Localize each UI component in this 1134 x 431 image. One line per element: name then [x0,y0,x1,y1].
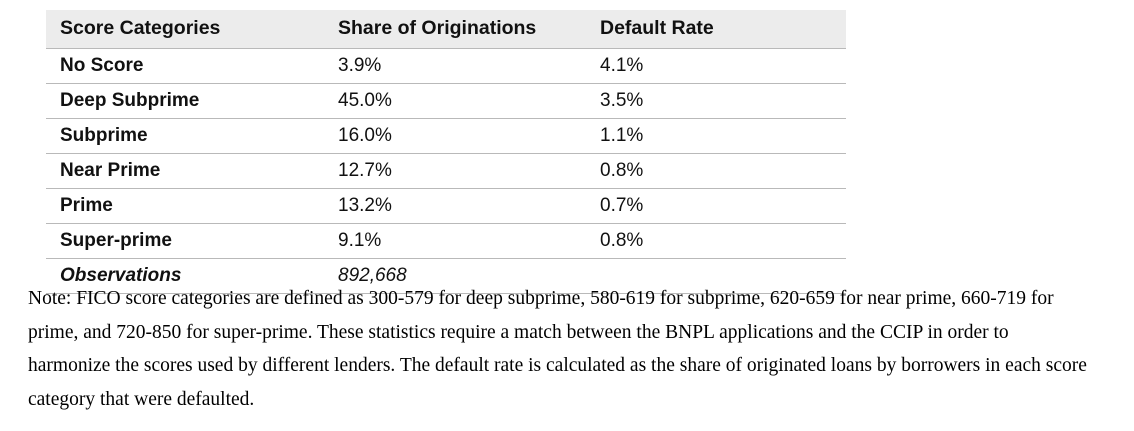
table-row [46,189,846,224]
cell-default-rate: 0.8% [586,224,846,259]
cell-default-rate: 1.1% [586,119,846,154]
cell-category: Super-prime [46,224,324,259]
cell-category: Deep Subprime [46,84,324,119]
cell-share: 45.0% [324,84,586,119]
table-row [46,119,846,154]
statistics-table-container [46,10,846,294]
column-header-share-of-originations: Share of Originations [324,10,586,49]
table-body [46,49,846,294]
table-note: Note: FICO score categories are defined as 300-579 for deep subprime, 580-619 for subprime, 620-659 for near prime, 660-719 for prime, and 720-850 for super-prime. These statistics require a match between the BNPL applications and the CCIP in order to harmonize the scores used by different lenders. The default rate is calculated as the share of originated loans by borrowers in each score category that were defaulted. [28,288,1087,410]
cell-category: Subprime [46,119,324,154]
table-header-row [46,10,846,49]
cell-category: Prime [46,189,324,224]
cell-share: 3.9% [324,49,586,84]
cell-category: No Score [46,49,324,84]
cell-share: 13.2% [324,189,586,224]
cell-default-rate: 0.8% [586,154,846,189]
table-row [46,154,846,189]
table-header [46,10,846,49]
table-row [46,224,846,259]
column-header-score-categories: Score Categories [46,10,324,49]
statistics-table [46,10,846,294]
table-row [46,84,846,119]
cell-share: 9.1% [324,224,586,259]
column-header-default-rate: Default Rate [586,10,846,49]
cell-default-rate: 3.5% [586,84,846,119]
table-row [46,49,846,84]
cell-observations-value: 892,668 [324,259,586,294]
cell-observations-label: Observations [46,259,324,294]
cell-share: 16.0% [324,119,586,154]
cell-share: 12.7% [324,154,586,189]
cell-default-rate: 4.1% [586,49,846,84]
cell-category: Near Prime [46,154,324,189]
cell-default-rate: 0.7% [586,189,846,224]
